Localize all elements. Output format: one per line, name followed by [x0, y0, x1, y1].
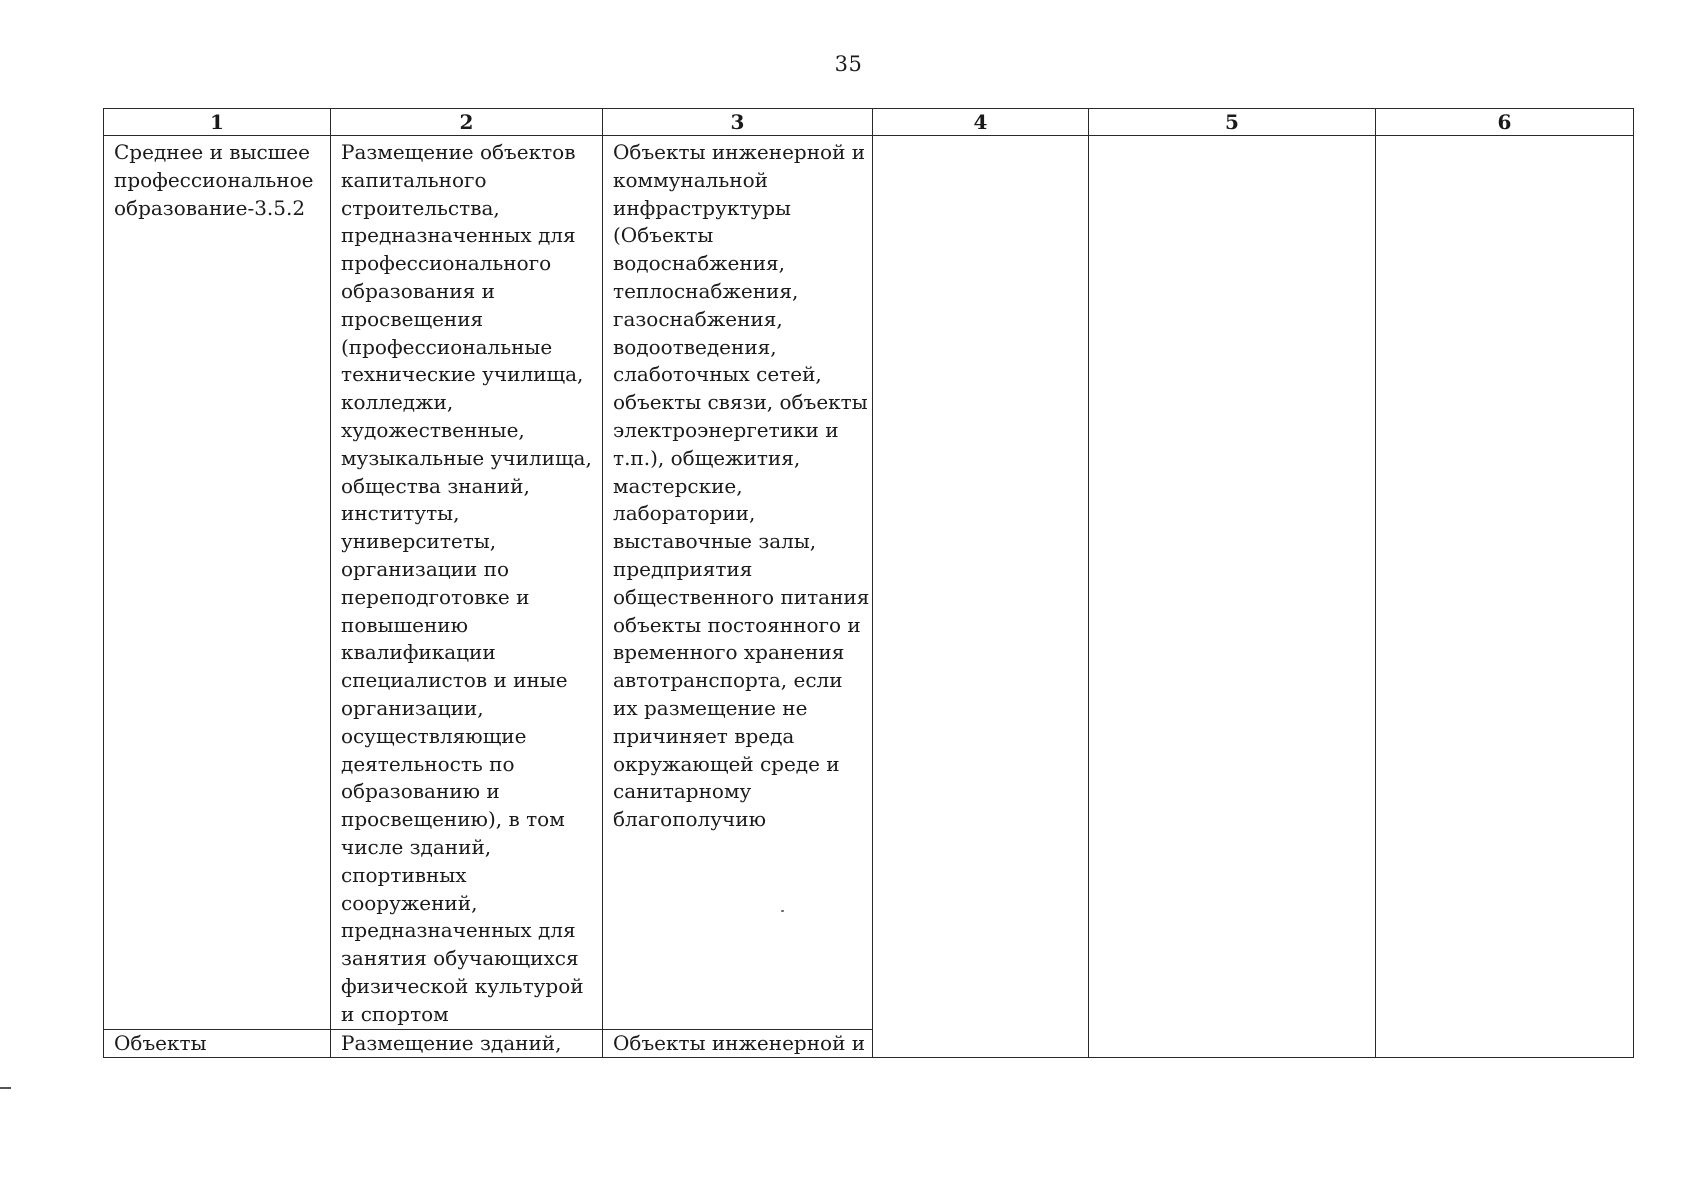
cell-text-line: художественные,	[341, 417, 525, 442]
cell-text-line: их размещение не	[613, 695, 808, 720]
cell-text-line: Среднее и высшее	[114, 140, 310, 164]
cell-text-line: благополучию	[613, 807, 766, 832]
cell-text-line: физической культурой	[341, 973, 584, 998]
cell-text-line: водоснабжения,	[613, 251, 786, 276]
column-header-2: 2	[331, 109, 603, 136]
cell-text-line: причиняет вреда	[613, 723, 795, 748]
cell-text-line: Размещение объектов	[341, 140, 576, 164]
column-header-4: 4	[873, 109, 1089, 136]
cell-text-line: сооружений,	[341, 890, 478, 915]
cell-text-line: просвещения	[341, 306, 484, 331]
cell-text-line: специалистов и иные	[341, 668, 568, 693]
cell-text-line: инфраструктуры	[613, 195, 791, 220]
cell-text-line: колледжи,	[341, 390, 454, 415]
cell-text-line: профессиональное	[114, 167, 314, 192]
cell-text-line: образования и	[341, 278, 495, 303]
cell-text-line: переподготовке и	[341, 584, 530, 609]
cell-text-line: электроэнергетики и	[613, 417, 839, 442]
table-header-row	[104, 109, 1634, 136]
cell-text-line: коммунальной	[613, 167, 768, 192]
cell-text-line: повышению	[341, 612, 469, 637]
auxiliary-objects-cell	[603, 136, 873, 1030]
cell-text-line: Объекты	[114, 1030, 207, 1055]
cell-text-line: организации,	[341, 695, 484, 720]
cell-text-line: институты,	[341, 501, 460, 526]
cell-text-line: университеты,	[341, 529, 497, 554]
cell-text-line: автотранспорта, если	[613, 668, 843, 693]
cell-text-line: занятия обучающихся	[341, 946, 579, 971]
cell-text-line: объекты связи, объекты	[613, 390, 868, 415]
cell-text-line: общества знаний,	[341, 473, 530, 498]
cell-text-line: т.п.), общежития,	[613, 445, 801, 470]
land-use-table	[103, 108, 1634, 1058]
land-use-type-cell	[104, 136, 331, 1030]
table-row	[104, 136, 1634, 1030]
empty-cell-col4	[873, 136, 1089, 1058]
cell-text-line: Объекты инженерной и	[613, 140, 866, 164]
column-header-6: 6	[1376, 109, 1634, 136]
cell-text-line: предназначенных для	[341, 918, 576, 943]
cell-text-line: (профессиональные	[341, 334, 553, 359]
cell-text-line: строительства,	[341, 195, 500, 220]
column-header-1: 1	[104, 109, 331, 136]
cell-text-line: мастерские,	[613, 473, 743, 498]
cell-text-line: предприятия	[613, 556, 753, 581]
cell-text-line: Объекты инженерной и	[613, 1030, 866, 1055]
cell-text-line: числе зданий,	[341, 834, 492, 859]
scan-edge-mark	[0, 1087, 11, 1089]
cell-text-line: санитарному	[613, 779, 752, 804]
cell-text-line: профессионального	[341, 251, 552, 276]
cell-text-line: выставочные залы,	[613, 529, 817, 554]
cell-text-line: лаборатории,	[613, 501, 756, 526]
cell-text-line: деятельность по	[341, 751, 515, 776]
cell-text-line: технические училища,	[341, 362, 584, 387]
cell-text-line: объекты постоянного и	[613, 612, 861, 637]
cell-text-line: окружающей среде и	[613, 751, 840, 776]
cell-text-line: слаботочных сетей,	[613, 362, 822, 387]
use-description-cell	[331, 136, 603, 1030]
page-number: 35	[834, 52, 863, 76]
cell-text-line: просвещению), в том	[341, 807, 565, 832]
auxiliary-objects-cell	[603, 1029, 873, 1057]
cell-text-line: образованию и	[341, 779, 500, 804]
cell-text-line: Размещение зданий,	[341, 1030, 562, 1055]
cell-text-line: спортивных	[341, 862, 467, 887]
cell-text-line: образование-3.5.2	[114, 195, 306, 220]
cell-text-line: (Объекты	[613, 223, 714, 248]
cell-text-line: общественного питания	[613, 584, 870, 609]
use-description-cell	[331, 1029, 603, 1057]
scan-speck	[781, 910, 784, 912]
cell-text-line: музыкальные училища,	[341, 445, 592, 470]
cell-text-line: капитального	[341, 167, 487, 192]
cell-text-line: осуществляющие	[341, 723, 527, 748]
cell-text-line: квалификации	[341, 640, 496, 665]
cell-text-line: временного хранения	[613, 640, 845, 665]
empty-cell-col6	[1376, 136, 1634, 1058]
column-header-3: 3	[603, 109, 873, 136]
cell-text-line: предназначенных для	[341, 223, 576, 248]
land-use-type-cell	[104, 1029, 331, 1057]
cell-text-line: организации по	[341, 556, 509, 581]
cell-text-line: и спортом	[341, 1001, 449, 1026]
cell-text-line: газоснабжения,	[613, 306, 783, 331]
cell-text-line: водоотведения,	[613, 334, 777, 359]
cell-text-line: теплоснабжения,	[613, 278, 799, 303]
empty-cell-col5	[1089, 136, 1376, 1058]
column-header-5: 5	[1089, 109, 1376, 136]
